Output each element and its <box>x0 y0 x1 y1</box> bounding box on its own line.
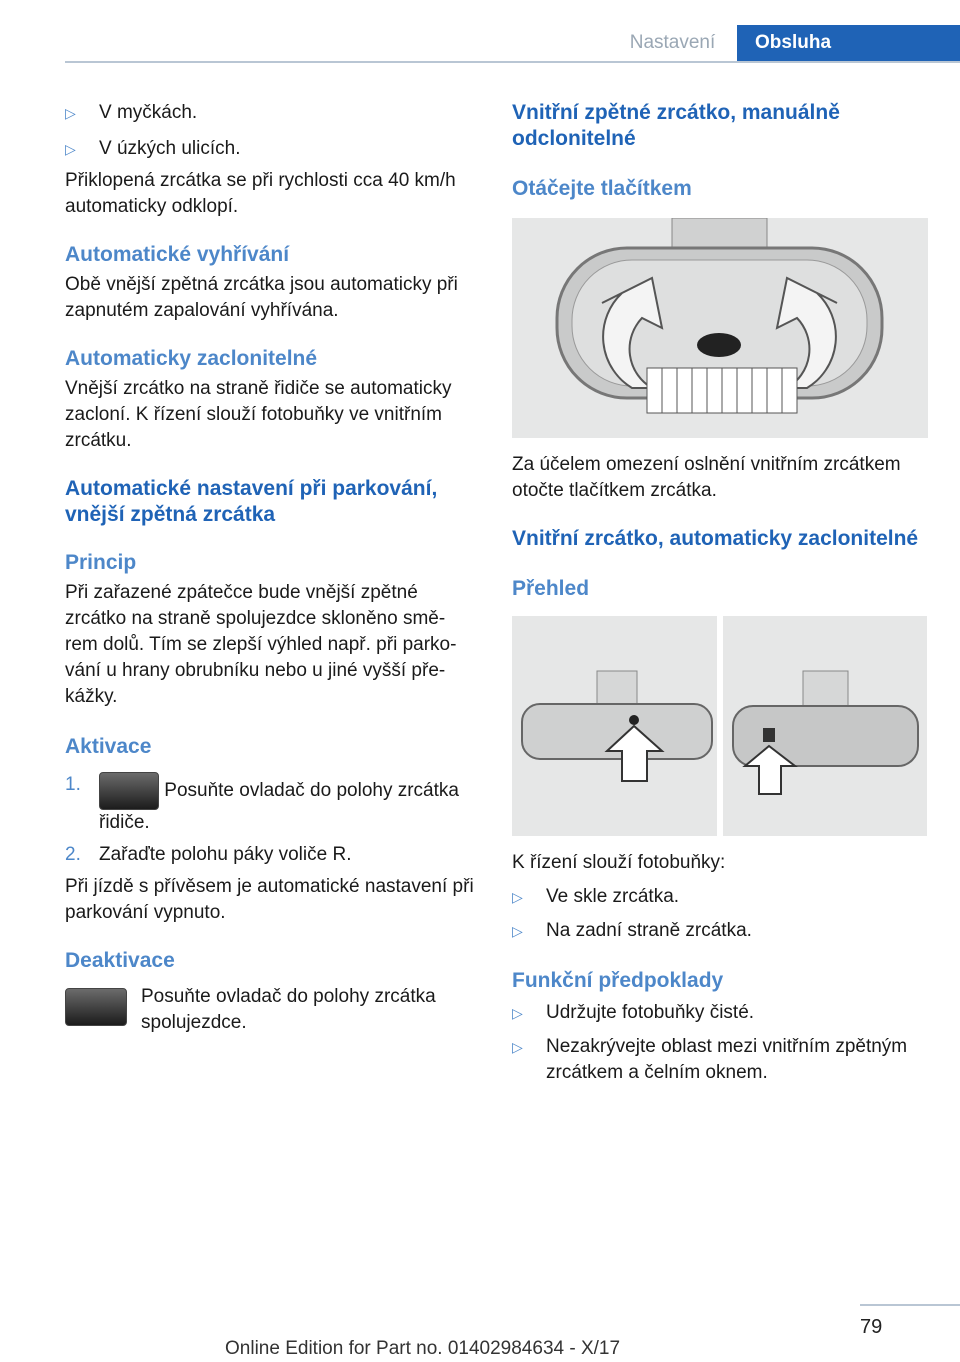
section-heading: Funkční předpoklady <box>512 969 724 992</box>
right-column <box>512 100 927 1086</box>
chapter-heading: Automatické nastavení při parkování, vnější zpětná zrcátka <box>65 477 438 526</box>
list-item: 2. Zařaďte polohu páky voliče R. <box>65 844 352 865</box>
deactivation-row: Posuňte ovladač do polohy zrcátka spolujezdce. <box>65 984 480 1036</box>
triangle-bullet-icon: ▷ <box>65 105 76 121</box>
paragraph: K řízení slouží fotobuňky: <box>512 852 726 873</box>
paragraph: Při jízdě s přívěsem je automatické nastavení při parkování vypnuto. <box>65 876 474 923</box>
chapter-heading: Vnitřní zrcátko, automaticky zaclonitelné <box>512 527 919 550</box>
paragraph: Obě vnější zpětná zrcátka jsou automaticky při zapnutém zapalování vyhřívána. <box>65 274 458 321</box>
list-item: ▷ V úzkých ulicích. <box>65 136 480 162</box>
triangle-bullet-icon: ▷ <box>512 1039 523 1055</box>
rotate-arrows-icon <box>512 218 928 438</box>
mirror-switch-icon <box>65 988 127 1026</box>
list-item: ▷ V myčkách. <box>65 100 480 126</box>
paragraph: Při zařazené zpátečce bude vnější zpětné zrcátko na straně spolujezdce skloněno smě‐ rem dolů. Tím se zlepší výhled např. při parko‐ vání u hrany obrubníku nebo u jiné vyšší pře‐ kážky. <box>65 582 457 707</box>
up-arrow-icon <box>723 616 928 836</box>
header-rule <box>65 61 960 63</box>
triangle-bullet-icon: ▷ <box>512 889 523 905</box>
list-item: ▷ Udržujte fotobuňky čisté. <box>512 1000 927 1026</box>
list-item: ▷ Nezakrývejte oblast mezi vnitřním zpětným zrcátkem a čelním oknem. <box>512 1036 908 1083</box>
tab-nastaveni[interactable]: Nastavení <box>629 32 716 53</box>
footer-rule <box>860 1304 960 1306</box>
section-heading: Otáčejte tlačítkem <box>512 177 692 200</box>
paragraph: Za účelem omezení oslnění vnitřním zrcátkem otočte tlačítkem zrcátka. <box>512 454 901 501</box>
chapter-heading: Vnitřní zpětné zrcátko, manuálně odclonitelné <box>512 101 840 150</box>
section-heading: Princip <box>65 551 137 574</box>
paragraph: Vnější zrcátko na straně řidiče se automaticky zacloní. K řízení slouží fotobuňky ve vnitřním zrcátku. <box>65 378 452 451</box>
triangle-bullet-icon: ▷ <box>65 141 76 157</box>
tab-obsluha[interactable]: Obsluha <box>737 25 960 61</box>
triangle-bullet-icon: ▷ <box>512 1005 523 1021</box>
list-item: ▷ Na zadní straně zrcátka. <box>512 918 927 944</box>
up-arrow-icon <box>512 616 717 836</box>
paragraph: Přiklopená zrcátka se při rychlosti cca 40 km/h automaticky odklopí. <box>65 170 456 217</box>
section-heading: Automaticky zaclonitelné <box>65 347 318 370</box>
mirror-back-illustration <box>723 616 928 836</box>
mirror-rotate-illustration <box>512 218 928 438</box>
section-heading: Aktivace <box>65 735 152 758</box>
mirror-front-illustration <box>512 616 717 836</box>
list-item: ▷ Ve skle zrcátka. <box>512 884 927 910</box>
section-heading: Přehled <box>512 577 590 600</box>
section-heading: Automatické vyhřívání <box>65 243 290 266</box>
section-heading: Deaktivace <box>65 949 175 972</box>
photocell-illustrations <box>512 616 927 836</box>
list-item: 1. Posuňte ovladač do polohy zrcátka řidiče. <box>65 774 459 833</box>
edition-footer: Online Edition for Part no. 01402984634 - X/17 <box>225 1338 621 1359</box>
page-number: 79 <box>860 1316 883 1338</box>
triangle-bullet-icon: ▷ <box>512 923 523 939</box>
left-column <box>65 100 480 1036</box>
mirror-switch-icon <box>99 772 159 810</box>
